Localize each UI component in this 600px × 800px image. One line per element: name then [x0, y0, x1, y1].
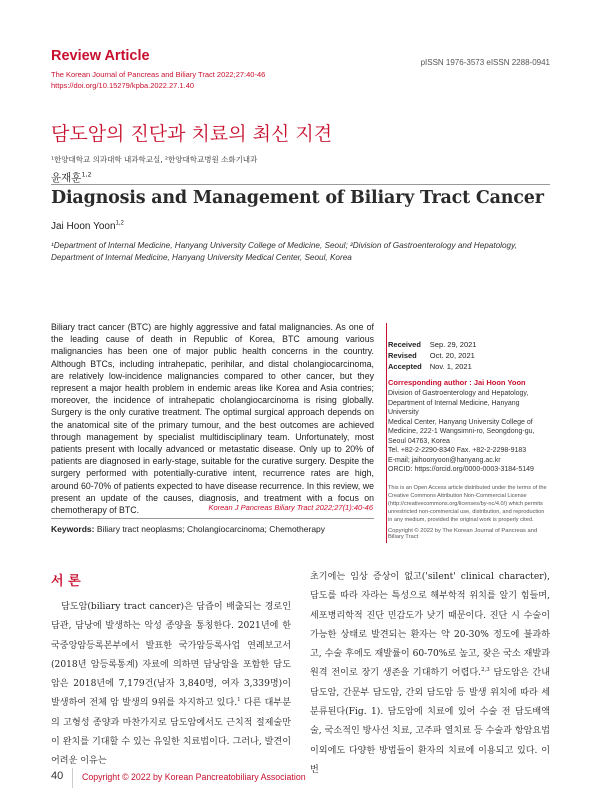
corr-line: Tel. +82-2-2290-8340 Fax. +82-2-2298-9183 [388, 447, 527, 454]
keywords-divider [51, 518, 374, 519]
date-value: Nov. 1, 2021 [429, 362, 472, 371]
corr-line: Division of Gastroenterology and Hepatology, [388, 390, 529, 397]
open-access-notice: This is an Open Access article distributed under the terms of the Creative Commons Attribution Non-Commercial License (http://creativecommons.org/licenses/by-nc/4.0/) which permits unrestricted non-commercial use, distribution, and reproduction in any medium, provided the original work is properly cited. [388, 485, 547, 523]
date-value: Sep. 29, 2021 [429, 340, 477, 349]
reference-sup: 1 [237, 697, 241, 704]
english-author [51, 221, 124, 232]
corr-email[interactable]: E-mail; jaihoonyoon@hanyang.ac.kr [388, 456, 501, 464]
section-title-introduction: 서 론 [51, 574, 81, 589]
doi-link[interactable]: https://doi.org/10.15279/kpba.2022.27.1.40 [51, 81, 195, 90]
abstract-citation: Korean J Pancreas Biliary Tract 2022;27(1):40-46 [208, 503, 373, 512]
english-author-sup: 1,2 [115, 220, 124, 227]
corr-line: Medical Center, Hanyang University College of [388, 418, 533, 426]
page-number: 40 [51, 770, 64, 782]
keywords-value: Biliary tract neoplasms; Cholangiocarcinoma; Chemotherapy [94, 524, 326, 534]
footer-copyright: Copyright © 2022 by Korean Pancreatobiliary Association [82, 772, 306, 782]
article-type-label: Review Article [51, 48, 150, 64]
korean-author-name: 윤재훈 [51, 172, 82, 184]
body-text: 담도암은 간내담도암, 간문부 담도암, 간외 담도암 등 발생 위치에 따라 세분류된다(Fig. 1). 담도암에 치료에 있어 수술 전 담도배액술, 국소적인 방사선 치료, 고주파 열치료 등 수술과 항암요법 이외에도 다양한 방법들이 환자의 치료에 이용되고 있다. 이번 [310, 668, 550, 775]
english-author-name: Jai Hoon Yoon [51, 221, 116, 232]
corr-orcid[interactable]: ORCID: https://orcid.org/0000-0003-3184-5149 [388, 466, 534, 473]
body-column-left [51, 598, 291, 772]
journal-citation: The Korean Journal of Pancreas and Biliary Tract 2022;27:40-46 [51, 70, 266, 79]
body-text: 다른 대부분의 고형성 종양과 마찬가지로 담도암에서도 근치적 절제술만이 완치를 기대할 수 있는 유일한 치료법이다. 그러나, 발견이 어려운 이유는 [51, 698, 291, 767]
corr-line: Medicine, 222-1 Wangsimni-ro, Seongdong-gu, [388, 428, 535, 435]
corr-line: Department of Internal Medicine, Hanyang University [388, 399, 520, 416]
reference-sup: 2,3 [481, 667, 490, 674]
title-divider [51, 184, 550, 185]
body-text: 담도암(biliary tract cancer)은 담즙이 배출되는 경로인 담관, 담낭에 발생하는 악성 종양을 통칭한다. 2021년에 한국중앙암등록본부에서 발표한 국가암등록사업 연례보고서(2018년 암등록통계) 자료에 의하면 담낭암을 포함한 담도암은 2018년에 7,179건(남자 3,840명, 여자 3,339명)이 발생하여 전체 암 발생의 9위를 차지하고 있다. [51, 602, 291, 709]
corresponding-author-details [388, 389, 550, 475]
date-row-revised [388, 350, 484, 361]
korean-affiliations: ¹한양대학교 의과대학 내과학교실, ²한양대학교병원 소화기내과 [51, 155, 258, 164]
body-paragraph [310, 568, 550, 780]
body-paragraph [51, 598, 291, 772]
corresponding-author-title: Corresponding author : Jai Hoon Yoon [388, 378, 526, 387]
date-key: Accepted [388, 362, 422, 371]
body-text: 초기에는 임상 증상이 없고('silent' clinical character), 담도를 따라 자라는 특성으로 해부학적 위치를 알기 힘들며, 세포병리학적 진단 민감도가 낮기 때문이다. 진단 시 수술이 가능한 상태로 발견되는 환자는 약 20-30% 정도에 불과하고, 수술 후에도 재발률이 60-70%로 높고, 잦은 국소 재발과 원격 전이로 장기 생존을 기대하기 어렵다. [310, 572, 550, 679]
date-row-accepted [388, 361, 484, 372]
keywords [51, 524, 325, 534]
korean-title: 담도암의 진단과 치료의 최신 지견 [51, 123, 333, 145]
english-title: Diagnosis and Management of Biliary Tract Cancer [51, 188, 544, 208]
date-key: Revised [388, 351, 417, 360]
korean-author-sup: 1,2 [81, 171, 92, 179]
date-value: Oct. 20, 2021 [429, 351, 475, 360]
sidebar-rule [386, 323, 387, 543]
date-key: Received [388, 340, 421, 349]
body-column-right [310, 568, 550, 780]
issn-text: pISSN 1976-3573 eISSN 2288-0941 [420, 58, 550, 67]
keywords-label: Keywords: [51, 524, 95, 534]
sidebar-copyright: Copyright © 2022 by The Korean Journal of Pancreas and Biliary Tract [388, 528, 538, 540]
abstract-text: Biliary tract cancer (BTC) are highly aggressive and fatal malignancies. As one of the leading cause of death in Republic of Korea, BTC amoung various malignancies has been one of major public health concerns in the country. Although BTCs, including intrahepatic, perihilar, and distal cholangiocarcinoma, are relatively low-incidence malignancies compared to other cancer, but they represent a major health problem in endemic areas like Korea and Asia contries; moreover, the incidence of intrahepatic cholangiocarcinoma is rising globally. Surgery is the only curative treatment. The optimal surgical approach depends on the anatomical site of the primary tumour, and the best outcomes are achieved through management by specialist multidisciplinary team. Unfortunately, most patients present with locally advanced or metastatic disease. Only up to 20% of patients are diagnosed in early-stage, suitable for the curative surgery. Despite the surgery performed with potentially-curative intent, recurrence rates are high, around 60-70% of patients expected to have disease recurrence. In this review, we present an update of the causes, diagnosis, and treatment with a focus on chemotherapy of BTC. [51, 322, 374, 516]
corr-line: Seoul 04763, Korea [388, 437, 450, 445]
article-dates [388, 339, 484, 372]
date-row-received [388, 339, 484, 350]
korean-author [51, 170, 91, 185]
footer-divider [72, 768, 73, 788]
english-affiliations: ¹Department of Internal Medicine, Hanyang University College of Medicine, Seoul; ²Division of Gastroenterology and Hepatology, Department of Internal Medicine, Hanyang University Medical Center, Seoul, Korea [51, 241, 517, 262]
